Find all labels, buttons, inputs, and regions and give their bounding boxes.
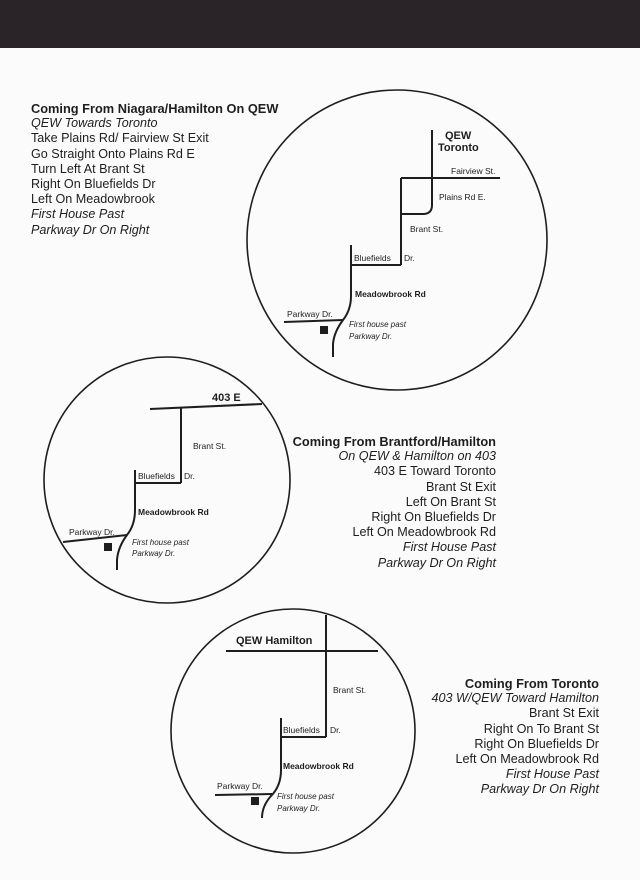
direction-line: First House Past — [505, 767, 599, 782]
direction-line: Brant St Exit — [426, 479, 496, 494]
direction-line: Parkway Dr On Right — [480, 782, 599, 797]
meadowbrook-road — [262, 718, 281, 818]
parkway-label: Parkway Dr. — [69, 527, 115, 537]
direction-line: First House Past — [402, 540, 496, 555]
bluefields-label: Bluefields — [354, 253, 391, 263]
map-circle — [247, 90, 547, 390]
note-line-1: First house past — [132, 538, 189, 547]
qew-road — [401, 130, 432, 214]
direction-line: 403 E Toward Toronto — [373, 464, 496, 479]
direction-line: Parkway Dr On Right — [31, 222, 150, 237]
direction-line: Left On Meadowbrook Rd — [455, 752, 599, 767]
meadowbrook-label: Meadowbrook Rd — [355, 289, 426, 299]
brant-label: Brant St. — [193, 441, 227, 451]
plains-label: Plains Rd E. — [439, 192, 486, 202]
bluefields-label: Bluefields — [138, 471, 175, 481]
direction-line: Turn Left At Brant St — [31, 161, 145, 176]
direction-line: First House Past — [31, 207, 125, 222]
bluefields-suffix-label: Dr. — [330, 725, 341, 735]
qew-label: QEW — [445, 130, 472, 142]
direction-line: Brant St Exit — [529, 706, 599, 721]
house-marker-icon — [320, 326, 328, 334]
house-marker-icon — [251, 797, 259, 805]
note-line-2: Parkway Dr. — [132, 549, 176, 558]
note-line-2: Parkway Dr. — [277, 804, 321, 813]
directions-heading: Coming From Toronto — [464, 676, 599, 691]
bluefields-suffix-label: Dr. — [184, 471, 195, 481]
highway-403-road — [150, 404, 262, 409]
direction-line: Right On Bluefields Dr — [371, 510, 496, 525]
parkway-road — [215, 794, 272, 795]
parkway-road — [284, 320, 343, 322]
note-line-1: First house past — [277, 792, 334, 801]
direction-line: On QEW & Hamilton on 403 — [338, 449, 496, 464]
direction-line: Left On Meadowbrook Rd — [352, 525, 496, 540]
direction-line: Parkway Dr On Right — [377, 555, 496, 570]
note-line-2: Parkway Dr. — [349, 332, 393, 341]
parkway-label: Parkway Dr. — [217, 781, 263, 791]
qew-hamilton-label: QEW Hamilton — [236, 635, 313, 647]
house-marker-icon — [104, 543, 112, 551]
directions-heading: Coming From Niagara/Hamilton On QEW — [31, 101, 279, 116]
direction-line: Right On Bluefields Dr — [31, 177, 156, 192]
meadowbrook-label: Meadowbrook Rd — [283, 761, 354, 771]
directions-heading: Coming From Brantford/Hamilton — [292, 434, 496, 449]
direction-line: Left On Meadowbrook — [31, 192, 155, 207]
fairview-label: Fairview St. — [451, 166, 496, 176]
highway-403-label: 403 E — [212, 392, 241, 404]
bluefields-suffix-label: Dr. — [404, 253, 415, 263]
meadowbrook-label: Meadowbrook Rd — [138, 507, 209, 517]
direction-line: Take Plains Rd/ Fairview St Exit — [31, 131, 209, 146]
direction-line: Right On To Brant St — [483, 721, 599, 736]
direction-line: Left On Brant St — [405, 494, 496, 509]
note-line-1: First house past — [349, 320, 406, 329]
toronto-label: Toronto — [438, 142, 479, 154]
bluefields-label: Bluefields — [283, 725, 320, 735]
direction-line: 403 W/QEW Toward Hamilton — [431, 691, 599, 706]
direction-line: Right On Bluefields Dr — [474, 736, 599, 751]
parkway-label: Parkway Dr. — [287, 309, 333, 319]
brant-label: Brant St. — [333, 685, 367, 695]
brant-label: Brant St. — [410, 224, 444, 234]
direction-line: Go Straight Onto Plains Rd E — [31, 146, 195, 161]
map-niagara — [247, 90, 547, 390]
direction-line: QEW Towards Toronto — [31, 116, 158, 131]
